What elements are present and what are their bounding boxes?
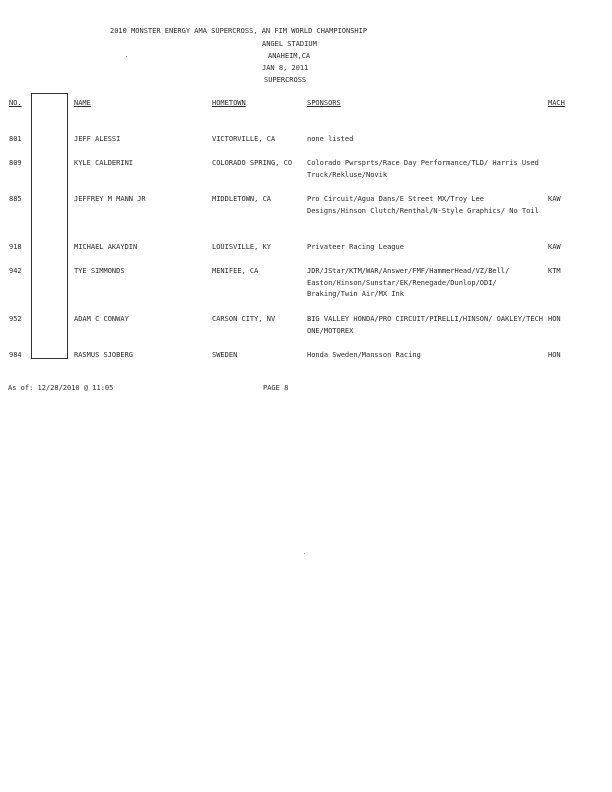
rider-hometown: MIDDLETOWN, CA xyxy=(212,195,272,203)
rider-machine: HON xyxy=(548,315,561,323)
rider-number: 918 xyxy=(9,243,22,251)
column-header-name: NAME xyxy=(74,99,91,107)
rider-hometown: VICTORVILLE, CA xyxy=(212,135,276,143)
rider-hometown: COLORADO SPRING, CO xyxy=(212,159,293,167)
rider-name: JEFFREY M MANN JR xyxy=(74,195,146,203)
rider-name: RASMUS SJOBERG xyxy=(74,351,134,359)
rider-name: TYE SIMMONDS xyxy=(74,267,125,275)
blank-box xyxy=(31,93,68,359)
rider-sponsors: JDR/JStar/KTM/WAR/Answer/FMF/HammerHead/VZ/Bell/ Easton/Hinson/Sunstar/EK/Renegade/Dunlop/ODI/ Braking/Twin Air/MX Ink xyxy=(307,267,510,298)
rider-sponsors: none listed xyxy=(307,135,354,143)
rider-number: 952 xyxy=(9,315,22,323)
column-header-hometown: HOMETOWN xyxy=(212,99,246,107)
column-header-no: NO. xyxy=(9,99,22,107)
rider-name: JEFF ALESSI xyxy=(74,135,121,143)
scan-speck xyxy=(304,553,305,554)
rider-machine: HON xyxy=(548,351,561,359)
event-class: SUPERCROSS xyxy=(264,76,307,84)
rider-hometown: SWEDEN xyxy=(212,351,238,359)
rider-sponsors: Pro Circuit/Agua Dans/E Street MX/Troy Lee Designs/Hinson Clutch/Renthal/N-Style Graphics/ No Toil xyxy=(307,195,539,215)
venue: ANGEL STADIUM xyxy=(262,40,317,48)
page-number: PAGE 8 xyxy=(263,384,289,392)
rider-hometown: MENIFEE, CA xyxy=(212,267,259,275)
rider-machine: KTM xyxy=(548,267,561,275)
rider-number: 809 xyxy=(9,159,22,167)
rider-sponsors: BIG VALLEY HONDA/PRO CIRCUIT/PIRELLI/HINSON/ OAKLEY/TECH ONE/MOTOREX xyxy=(307,315,544,335)
column-header-sponsors: SPONSORS xyxy=(307,99,341,107)
scan-speck xyxy=(126,56,127,57)
rider-name: MICHAEL AKAYDIN xyxy=(74,243,138,251)
rider-sponsors: Privateer Racing League xyxy=(307,243,404,251)
rider-number: 801 xyxy=(9,135,22,143)
rider-number: 885 xyxy=(9,195,22,203)
event-title: 2010 MONSTER ENERGY AMA SUPERCROSS, AN FIM WORLD CHAMPIONSHIP xyxy=(110,27,368,35)
rider-hometown: CARSON CITY, NV xyxy=(212,315,276,323)
event-date: JAN 8, 2011 xyxy=(262,64,309,72)
rider-name: ADAM C CONWAY xyxy=(74,315,129,323)
rider-sponsors: Honda Sweden/Mansson Racing xyxy=(307,351,421,359)
rider-machine: KAW xyxy=(548,195,561,203)
rider-name: KYLE CALDERINI xyxy=(74,159,134,167)
rider-number: 942 xyxy=(9,267,22,275)
column-header-mach: MACH xyxy=(548,99,565,107)
rider-hometown: LOUISVILLE, KY xyxy=(212,243,272,251)
rider-machine: KAW xyxy=(548,243,561,251)
city: ANAHEIM,CA xyxy=(268,52,311,60)
as-of-timestamp: As of: 12/28/2010 @ 11:05 xyxy=(8,384,114,392)
rider-sponsors: Colorado Pwrsprts/Race Day Performance/TLD/ Harris Used Truck/Rekluse/Novik xyxy=(307,159,539,179)
rider-number: 984 xyxy=(9,351,22,359)
